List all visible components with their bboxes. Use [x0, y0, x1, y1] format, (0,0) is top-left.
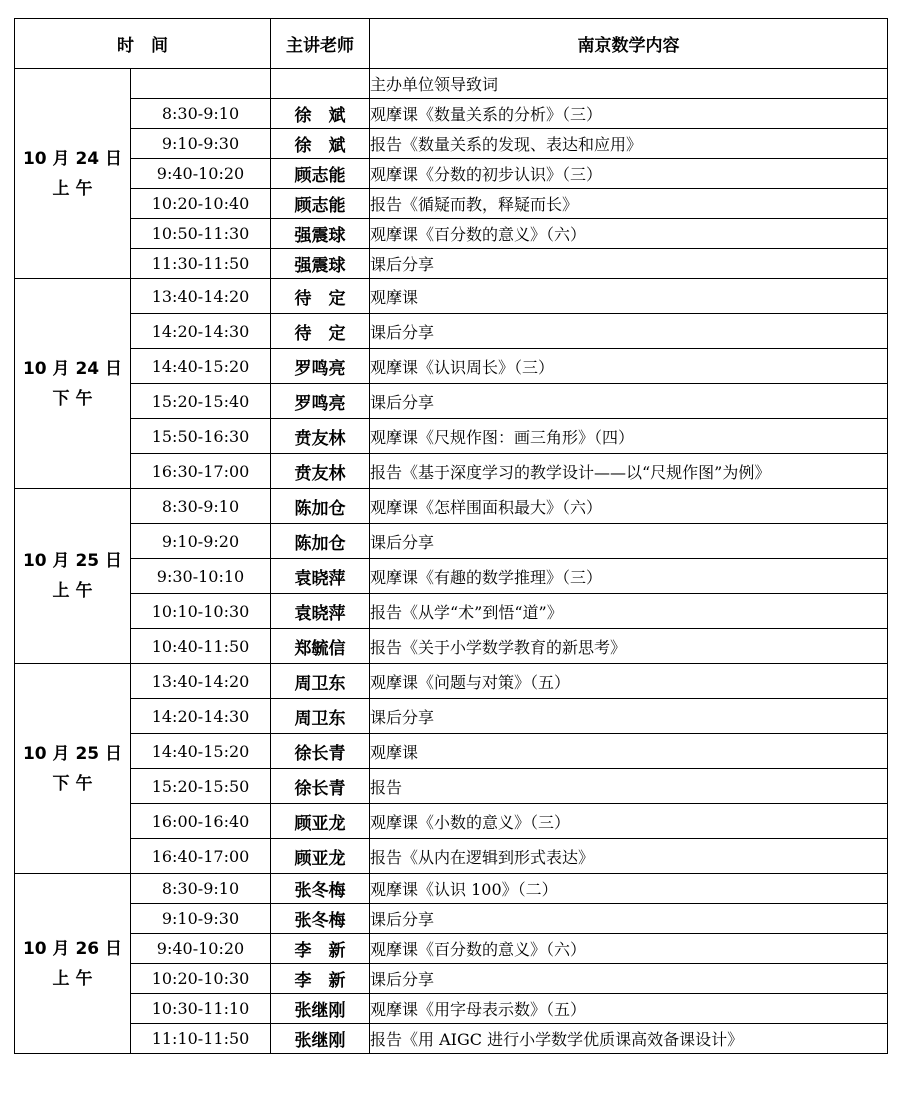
header-content: 南京数学内容: [370, 19, 888, 69]
day-label-line: 10 月 25 日: [22, 743, 123, 764]
content-cell: 课后分享: [370, 314, 888, 349]
content-cell: 观摩课《问题与对策》（五）: [370, 664, 888, 699]
content-cell: 观摩课《认识 100》（二）: [370, 874, 888, 904]
time-cell: 9:30-10:10: [131, 559, 271, 594]
table-row: [15, 839, 888, 874]
time-cell: 9:10-9:20: [131, 524, 271, 559]
table-row: [15, 189, 888, 219]
time-cell: 9:10-9:30: [131, 129, 271, 159]
time-cell: 10:40-11:50: [131, 629, 271, 664]
table-row: [15, 249, 888, 279]
teacher-cell: 徐长青: [271, 734, 370, 769]
content-cell: 课后分享: [370, 524, 888, 559]
time-cell: 11:30-11:50: [131, 249, 271, 279]
content-cell: 课后分享: [370, 249, 888, 279]
table-row: [15, 349, 888, 384]
content-cell: 报告《从学“术”到悟“道”》: [370, 594, 888, 629]
teacher-cell: 陈加仓: [271, 489, 370, 524]
time-cell: 9:40-10:20: [131, 934, 271, 964]
table-row: [15, 1024, 888, 1054]
table-row: [15, 904, 888, 934]
time-cell: 10:20-10:30: [131, 964, 271, 994]
content-cell: 报告《循疑而教，释疑而长》: [370, 189, 888, 219]
time-cell: 13:40-14:20: [131, 664, 271, 699]
content-cell: 观摩课《用字母表示数》（五）: [370, 994, 888, 1024]
day-label-line: 10 月 24 日: [22, 358, 123, 379]
time-cell: 8:30-9:10: [131, 874, 271, 904]
content-cell: 课后分享: [370, 904, 888, 934]
header-teacher: 主讲老师: [271, 19, 370, 69]
table-row: [15, 934, 888, 964]
day-cell: [15, 664, 131, 874]
table-row: [15, 314, 888, 349]
content-cell: 观摩课《数量关系的分析》（三）: [370, 99, 888, 129]
content-cell: 报告《基于深度学习的教学设计——以“尺规作图”为例》: [370, 454, 888, 489]
teacher-cell: 徐 斌: [271, 129, 370, 159]
teacher-cell: 张继刚: [271, 994, 370, 1024]
time-cell: 8:30-9:10: [131, 489, 271, 524]
day-label-line: 上 午: [52, 968, 93, 989]
table-row: [15, 874, 888, 904]
day-label-line: 下 午: [52, 773, 93, 794]
time-cell: 15:20-15:50: [131, 769, 271, 804]
teacher-cell: 待 定: [271, 279, 370, 314]
time-cell: 16:00-16:40: [131, 804, 271, 839]
time-cell: 16:30-17:00: [131, 454, 271, 489]
table-row: [15, 384, 888, 419]
content-cell: 观摩课《百分数的意义》（六）: [370, 219, 888, 249]
time-cell: 14:40-15:20: [131, 734, 271, 769]
teacher-cell: 贲友林: [271, 419, 370, 454]
table-row: [15, 769, 888, 804]
table-row: [15, 664, 888, 699]
day-cell: [15, 69, 131, 279]
teacher-cell: 顾亚龙: [271, 804, 370, 839]
day-label-line: 上 午: [52, 581, 93, 601]
day-cell: [15, 489, 131, 664]
content-cell: 报告《关于小学数学教育的新思考》: [370, 629, 888, 664]
teacher-cell: 贲友林: [271, 454, 370, 489]
teacher-cell: 袁晓萍: [271, 559, 370, 594]
time-cell: [131, 69, 271, 99]
table-row: [15, 489, 888, 524]
content-cell: 观摩课: [370, 734, 888, 769]
time-cell: 14:40-15:20: [131, 349, 271, 384]
table-row: [15, 279, 888, 314]
teacher-cell: 郑毓信: [271, 629, 370, 664]
time-cell: 15:50-16:30: [131, 419, 271, 454]
teacher-cell: 罗鸣亮: [271, 384, 370, 419]
header-time: 时 间: [15, 19, 271, 69]
time-cell: 11:10-11:50: [131, 1024, 271, 1054]
content-cell: 观摩课《尺规作图：画三角形》（四）: [370, 419, 888, 454]
day-label-line: 下 午: [52, 388, 93, 409]
teacher-cell: 周卫东: [271, 664, 370, 699]
teacher-cell: 袁晓萍: [271, 594, 370, 629]
time-cell: 8:30-9:10: [131, 99, 271, 129]
day-cell: [15, 874, 131, 1054]
schedule-table: [14, 18, 888, 1054]
time-cell: 16:40-17:00: [131, 839, 271, 874]
table-row: [15, 804, 888, 839]
time-cell: 10:10-10:30: [131, 594, 271, 629]
content-cell: 报告《数量关系的发现、表达和应用》: [370, 129, 888, 159]
table-row: [15, 99, 888, 129]
content-cell: 报告《用 AIGC 进行小学数学优质课高效备课设计》: [370, 1024, 888, 1054]
content-cell: 观摩课《百分数的意义》（六）: [370, 934, 888, 964]
day-label-line: 10 月 24 日: [22, 148, 123, 169]
table-row: [15, 964, 888, 994]
content-cell: 观摩课《小数的意义》（三）: [370, 804, 888, 839]
teacher-cell: 强震球: [271, 249, 370, 279]
content-cell: 报告: [370, 769, 888, 804]
day-cell: [15, 279, 131, 489]
teacher-cell: 强震球: [271, 219, 370, 249]
teacher-cell: 张继刚: [271, 1024, 370, 1054]
content-cell: 报告《从内在逻辑到形式表达》: [370, 839, 888, 874]
table-row: [15, 524, 888, 559]
content-cell: 观摩课《有趣的数学推理》（三）: [370, 559, 888, 594]
day-label-line: 10 月 25 日: [22, 551, 123, 571]
table-row: [15, 129, 888, 159]
time-cell: 14:20-14:30: [131, 314, 271, 349]
teacher-cell: 徐长青: [271, 769, 370, 804]
table-row: [15, 734, 888, 769]
time-cell: 10:50-11:30: [131, 219, 271, 249]
time-cell: 13:40-14:20: [131, 279, 271, 314]
teacher-cell: 陈加仓: [271, 524, 370, 559]
time-cell: 9:10-9:30: [131, 904, 271, 934]
content-cell: 课后分享: [370, 699, 888, 734]
teacher-cell: [271, 69, 370, 99]
table-row: [15, 69, 888, 99]
table-row: [15, 159, 888, 189]
teacher-cell: 徐 斌: [271, 99, 370, 129]
teacher-cell: 李 新: [271, 964, 370, 994]
teacher-cell: 张冬梅: [271, 874, 370, 904]
content-cell: 课后分享: [370, 964, 888, 994]
table-row: [15, 559, 888, 594]
content-cell: 课后分享: [370, 384, 888, 419]
teacher-cell: 李 新: [271, 934, 370, 964]
teacher-cell: 张冬梅: [271, 904, 370, 934]
time-cell: 10:30-11:10: [131, 994, 271, 1024]
teacher-cell: 顾志能: [271, 189, 370, 219]
day-label-line: 上 午: [52, 178, 93, 199]
table-row: [15, 594, 888, 629]
time-cell: 10:20-10:40: [131, 189, 271, 219]
time-cell: 9:40-10:20: [131, 159, 271, 189]
table-row: [15, 219, 888, 249]
teacher-cell: 顾亚龙: [271, 839, 370, 874]
table-row: [15, 419, 888, 454]
table-row: [15, 629, 888, 664]
teacher-cell: 罗鸣亮: [271, 349, 370, 384]
teacher-cell: 待 定: [271, 314, 370, 349]
content-cell: 观摩课《认识周长》（三）: [370, 349, 888, 384]
time-cell: 14:20-14:30: [131, 699, 271, 734]
teacher-cell: 周卫东: [271, 699, 370, 734]
table-row: [15, 699, 888, 734]
day-label-line: 10 月 26 日: [22, 938, 123, 959]
opening-remarks-cell: 主办单位领导致词: [370, 69, 888, 99]
content-cell: 观摩课: [370, 279, 888, 314]
time-cell: 15:20-15:40: [131, 384, 271, 419]
teacher-cell: 顾志能: [271, 159, 370, 189]
content-cell: 观摩课《分数的初步认识》（三）: [370, 159, 888, 189]
table-row: [15, 994, 888, 1024]
content-cell: 观摩课《怎样围面积最大》（六）: [370, 489, 888, 524]
table-row: [15, 454, 888, 489]
header-row: [15, 19, 888, 69]
